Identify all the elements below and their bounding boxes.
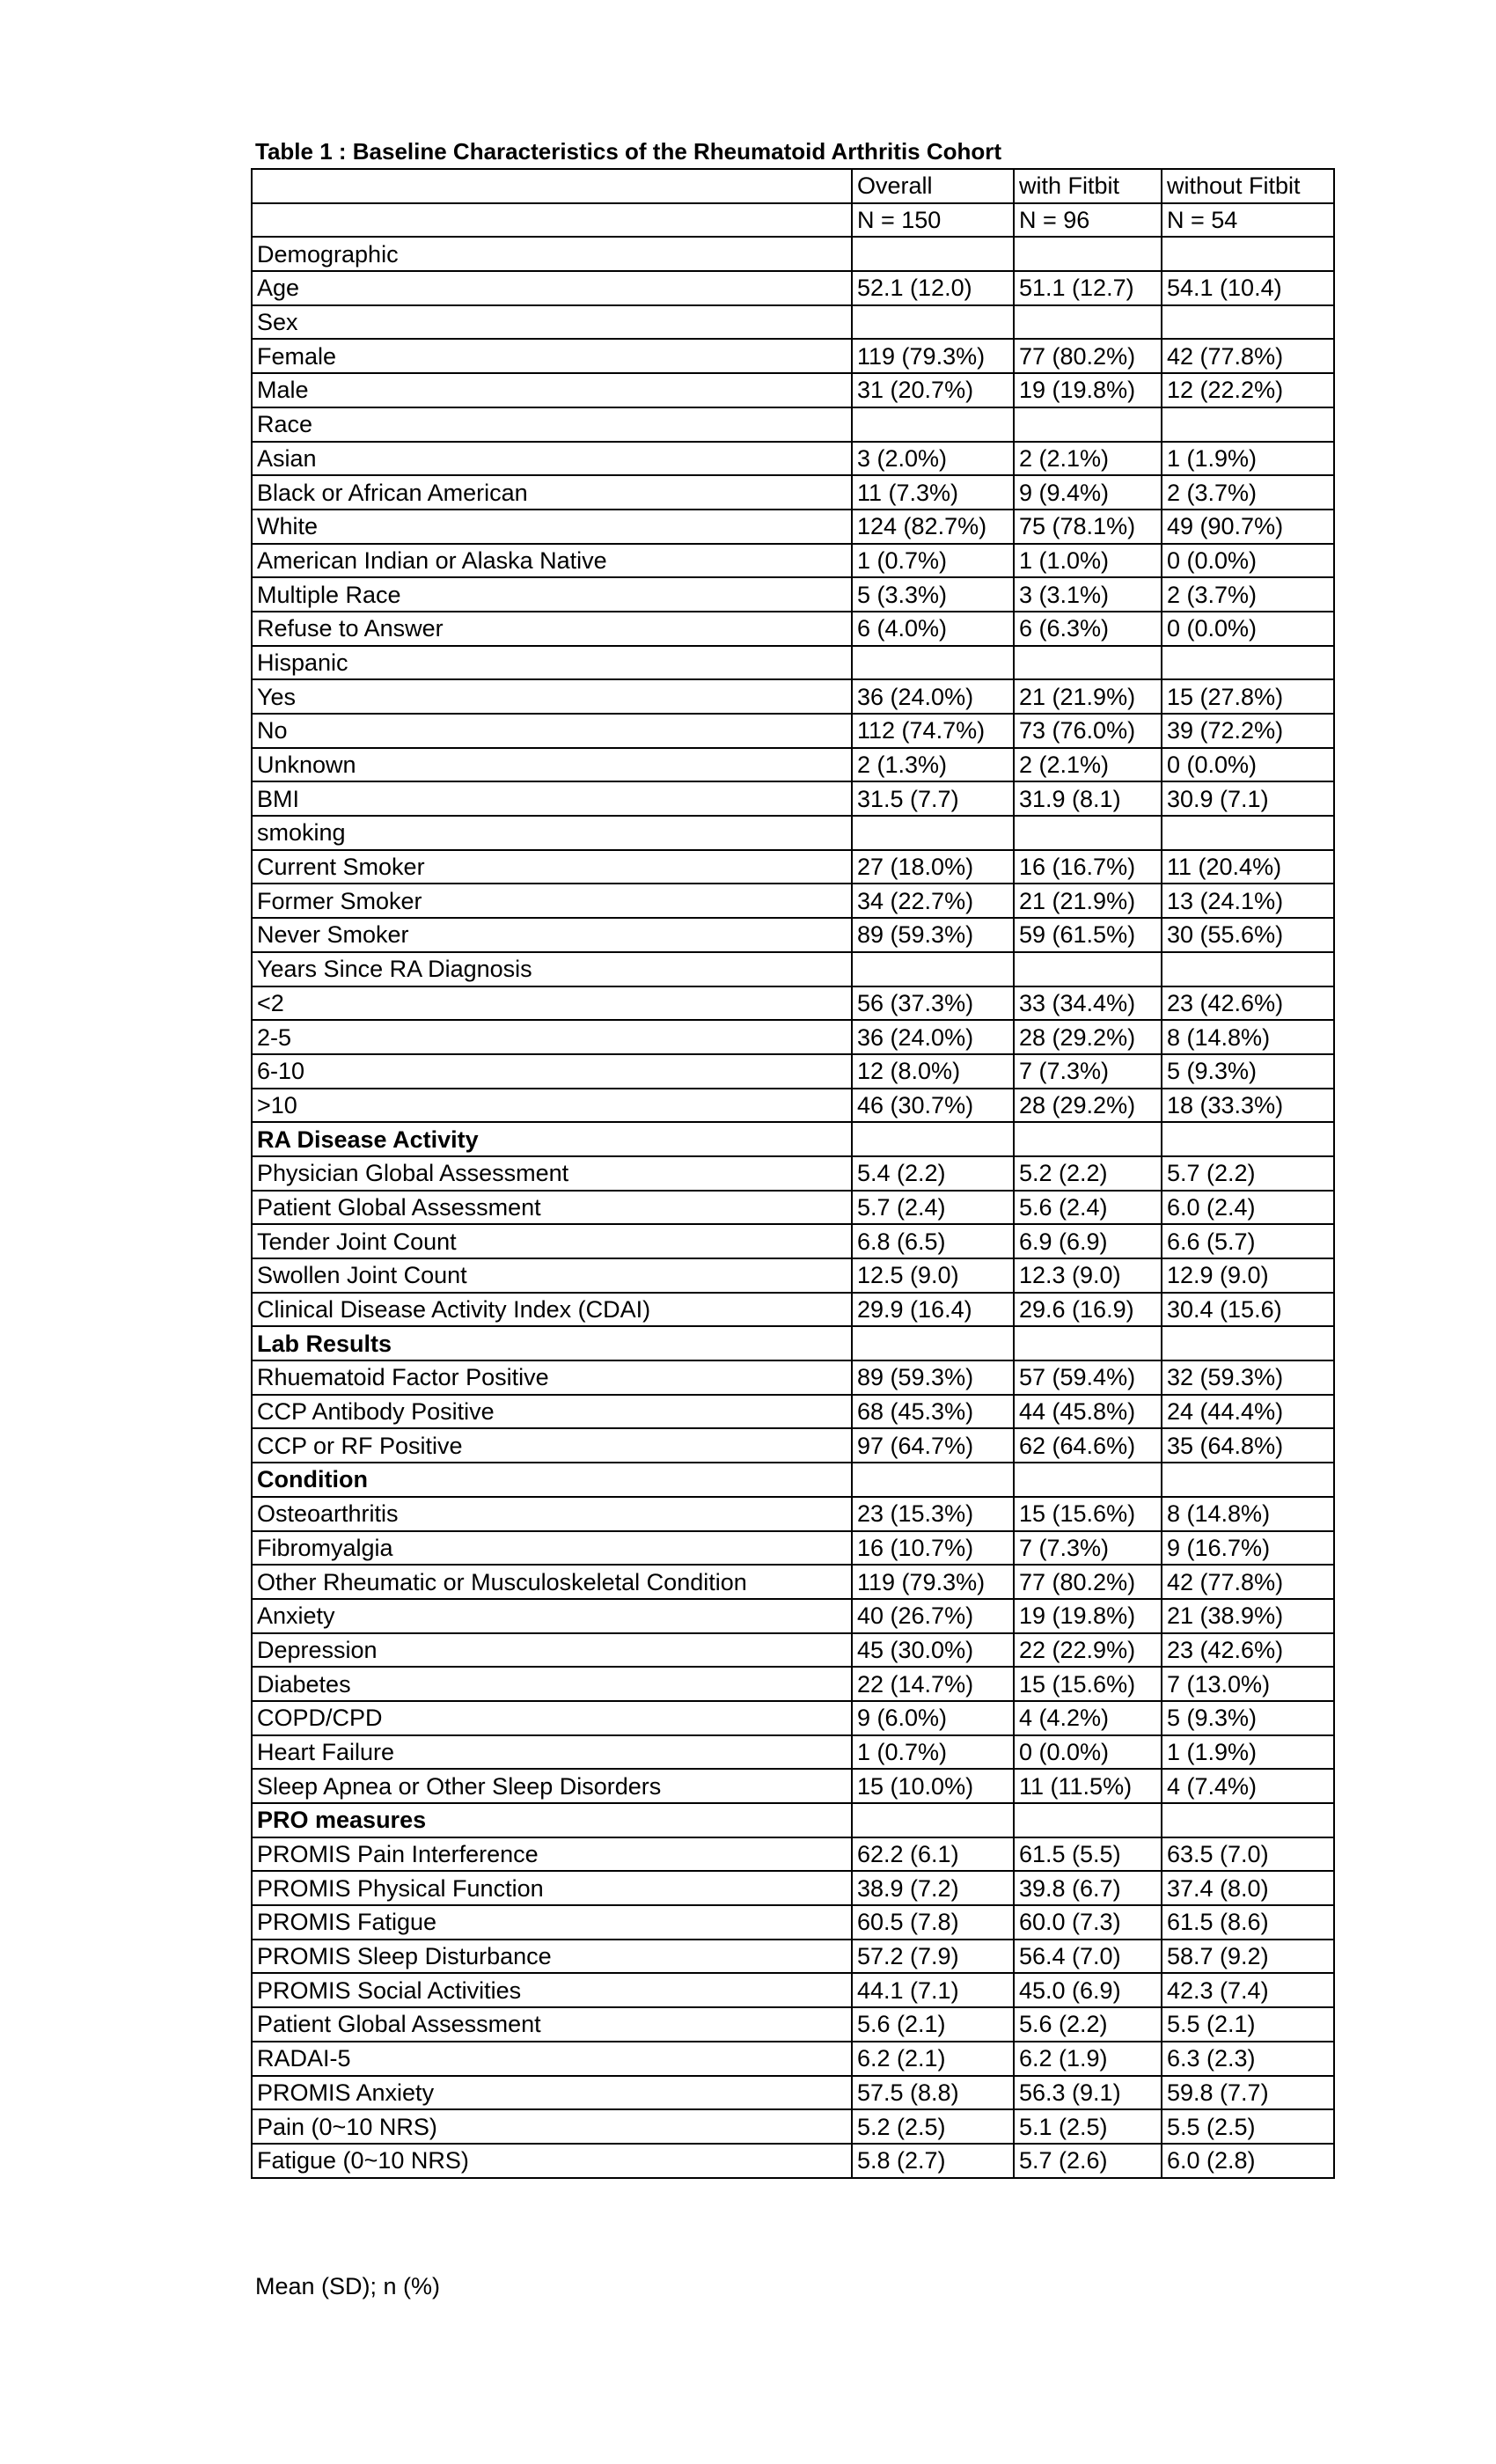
value-cell: 3 (2.0%) [852,442,1014,476]
value-cell [1014,952,1162,986]
table-row [252,850,1334,884]
table-row [252,1428,1334,1463]
row-label: 2-5 [252,1020,852,1054]
row-label: Race [252,407,852,442]
value-cell: 12.5 (9.0) [852,1258,1014,1293]
value-cell: 5 (3.3%) [852,577,1014,612]
table-row [252,271,1334,305]
row-label: Age [252,271,852,305]
value-cell [1162,305,1334,340]
value-cell: 57 (59.4%) [1014,1360,1162,1395]
value-cell: 6.8 (6.5) [852,1224,1014,1258]
value-cell: 4 (4.2%) [1014,1701,1162,1735]
value-cell: 16 (10.7%) [852,1531,1014,1566]
value-cell: 6.0 (2.4) [1162,1191,1334,1225]
value-cell: 5.2 (2.2) [1014,1156,1162,1191]
value-cell: 2 (3.7%) [1162,577,1334,612]
value-cell [1014,1803,1162,1837]
value-cell: 16 (16.7%) [1014,850,1162,884]
row-label: Yes [252,679,852,714]
value-cell: 37.4 (8.0) [1162,1871,1334,1905]
value-cell: 5.6 (2.1) [852,2007,1014,2042]
table-row [252,646,1334,680]
table-row [252,544,1334,578]
value-cell: 36 (24.0%) [852,679,1014,714]
value-cell [852,952,1014,986]
value-cell: 18 (33.3%) [1162,1089,1334,1123]
value-cell: 12.3 (9.0) [1014,1258,1162,1293]
row-label: Patient Global Assessment [252,2007,852,2042]
row-label: 6-10 [252,1054,852,1089]
value-cell: 60.5 (7.8) [852,1905,1014,1940]
value-cell: 29.9 (16.4) [852,1293,1014,1327]
value-cell: 31.9 (8.1) [1014,781,1162,816]
value-cell: 35 (64.8%) [1162,1428,1334,1463]
row-label: Clinical Disease Activity Index (CDAI) [252,1293,852,1327]
table-row [252,1191,1334,1225]
value-cell: 5.4 (2.2) [852,1156,1014,1191]
value-cell: 33 (34.4%) [1014,986,1162,1021]
value-cell [1014,646,1162,680]
row-label: Diabetes [252,1667,852,1701]
table-row [252,952,1334,986]
section-header-row [252,1326,1334,1360]
value-cell: 77 (80.2%) [1014,339,1162,373]
table-row [252,373,1334,407]
value-cell: 12 (22.2%) [1162,373,1334,407]
row-label: No [252,714,852,748]
row-label: Physician Global Assessment [252,1156,852,1191]
value-cell [1162,1803,1334,1837]
column-header: with Fitbit [1014,169,1162,203]
value-cell [1162,952,1334,986]
value-cell [1014,1122,1162,1156]
table-row [252,1973,1334,2007]
value-cell: 36 (24.0%) [852,1020,1014,1054]
value-cell: 51.1 (12.7) [1014,271,1162,305]
value-cell: 0 (0.0%) [1162,748,1334,782]
row-label: Lab Results [252,1326,852,1360]
table-row [252,1871,1334,1905]
row-label: Depression [252,1633,852,1668]
row-label: Fibromyalgia [252,1531,852,1566]
table-row [252,781,1334,816]
value-cell: 97 (64.7%) [852,1428,1014,1463]
value-cell: 59 (61.5%) [1014,918,1162,952]
value-cell: 13 (24.1%) [1162,884,1334,918]
value-cell: 22 (22.9%) [1014,1633,1162,1668]
column-header: without Fitbit [1162,169,1334,203]
column-header: N = 150 [852,203,1014,238]
value-cell: 2 (1.3%) [852,748,1014,782]
value-cell [1014,407,1162,442]
value-cell: 42.3 (7.4) [1162,1973,1334,2007]
table-body [252,169,1334,2178]
row-label: Multiple Race [252,577,852,612]
value-cell: 11 (11.5%) [1014,1769,1162,1803]
value-cell: 45.0 (6.9) [1014,1973,1162,2007]
table-row [252,237,1334,271]
value-cell: 28 (29.2%) [1014,1020,1162,1054]
value-cell: 15 (15.6%) [1014,1497,1162,1531]
row-label: Sleep Apnea or Other Sleep Disorders [252,1769,852,1803]
value-cell: 19 (19.8%) [1014,373,1162,407]
table-row [252,2042,1334,2076]
value-cell: 5.5 (2.1) [1162,2007,1334,2042]
value-cell [852,646,1014,680]
value-cell: 8 (14.8%) [1162,1497,1334,1531]
value-cell [1014,816,1162,850]
row-label: Heart Failure [252,1735,852,1770]
value-cell [1162,1122,1334,1156]
value-cell [1014,305,1162,340]
value-cell: 21 (38.9%) [1162,1599,1334,1633]
row-label: PROMIS Sleep Disturbance [252,1940,852,1974]
value-cell [852,816,1014,850]
value-cell: 39 (72.2%) [1162,714,1334,748]
value-cell: 9 (6.0%) [852,1701,1014,1735]
value-cell [852,237,1014,271]
value-cell: 23 (15.3%) [852,1497,1014,1531]
table-row [252,339,1334,373]
value-cell: 56 (37.3%) [852,986,1014,1021]
table-row [252,1293,1334,1327]
value-cell: 77 (80.2%) [1014,1565,1162,1599]
value-cell: 62 (64.6%) [1014,1428,1162,1463]
baseline-characteristics-table [251,168,1335,2179]
value-cell: 9 (16.7%) [1162,1531,1334,1566]
value-cell: 15 (15.6%) [1014,1667,1162,1701]
value-cell [1162,646,1334,680]
header-label-cell [252,169,852,203]
value-cell: 28 (29.2%) [1014,1089,1162,1123]
row-label: PROMIS Physical Function [252,1871,852,1905]
table-row [252,1633,1334,1668]
value-cell: 5.6 (2.2) [1014,2007,1162,2042]
table-row [252,1599,1334,1633]
value-cell [1162,1463,1334,1497]
row-label: PROMIS Social Activities [252,1973,852,2007]
value-cell [1162,1326,1334,1360]
table-row [252,2144,1334,2178]
table-row [252,986,1334,1021]
value-cell: 57.5 (8.8) [852,2076,1014,2110]
value-cell: 15 (10.0%) [852,1769,1014,1803]
row-label: Pain (0~10 NRS) [252,2109,852,2144]
value-cell: 19 (19.8%) [1014,1599,1162,1633]
value-cell: 0 (0.0%) [1162,544,1334,578]
value-cell: 5.5 (2.5) [1162,2109,1334,2144]
value-cell: 22 (14.7%) [852,1667,1014,1701]
column-header: N = 96 [1014,203,1162,238]
value-cell: 12.9 (9.0) [1162,1258,1334,1293]
table-row [252,407,1334,442]
value-cell: 23 (42.6%) [1162,1633,1334,1668]
value-cell [1014,1326,1162,1360]
value-cell: 1 (0.7%) [852,544,1014,578]
value-cell: 6.9 (6.9) [1014,1224,1162,1258]
table-row [252,1156,1334,1191]
table-row [252,1360,1334,1395]
column-header: Overall [852,169,1014,203]
table-row [252,1905,1334,1940]
table-row [252,679,1334,714]
table-row [252,1565,1334,1599]
value-cell: 124 (82.7%) [852,510,1014,544]
value-cell [852,1122,1014,1156]
row-label: <2 [252,986,852,1021]
table-row [252,2007,1334,2042]
value-cell: 38.9 (7.2) [852,1871,1014,1905]
table-row [252,1395,1334,1429]
value-cell: 73 (76.0%) [1014,714,1162,748]
value-cell: 119 (79.3%) [852,1565,1014,1599]
value-cell: 56.4 (7.0) [1014,1940,1162,1974]
row-label: smoking [252,816,852,850]
value-cell: 8 (14.8%) [1162,1020,1334,1054]
value-cell: 5 (9.3%) [1162,1701,1334,1735]
value-cell: 68 (45.3%) [852,1395,1014,1429]
table-row [252,442,1334,476]
value-cell: 7 (7.3%) [1014,1054,1162,1089]
value-cell: 45 (30.0%) [852,1633,1014,1668]
value-cell: 89 (59.3%) [852,918,1014,952]
row-label: Osteoarthritis [252,1497,852,1531]
row-label: Sex [252,305,852,340]
row-label: Male [252,373,852,407]
row-label: >10 [252,1089,852,1123]
value-cell: 15 (27.8%) [1162,679,1334,714]
value-cell: 2 (3.7%) [1162,475,1334,510]
row-label: Unknown [252,748,852,782]
row-label: Fatigue (0~10 NRS) [252,2144,852,2178]
table-row [252,816,1334,850]
table-row [252,1667,1334,1701]
value-cell: 29.6 (16.9) [1014,1293,1162,1327]
value-cell: 21 (21.9%) [1014,679,1162,714]
row-label: COPD/CPD [252,1701,852,1735]
value-cell: 63.5 (7.0) [1162,1837,1334,1872]
table-row [252,1837,1334,1872]
value-cell: 5.6 (2.4) [1014,1191,1162,1225]
table-row [252,884,1334,918]
value-cell: 30.4 (15.6) [1162,1293,1334,1327]
value-cell: 5.7 (2.6) [1014,2144,1162,2178]
value-cell: 7 (13.0%) [1162,1667,1334,1701]
table-row [252,1531,1334,1566]
row-label: Asian [252,442,852,476]
row-label: Demographic [252,237,852,271]
header-row [252,203,1334,238]
value-cell [852,407,1014,442]
value-cell [1014,1463,1162,1497]
table-row [252,1020,1334,1054]
value-cell: 6.6 (5.7) [1162,1224,1334,1258]
value-cell: 4 (7.4%) [1162,1769,1334,1803]
value-cell: 5.2 (2.5) [852,2109,1014,2144]
value-cell: 1 (1.9%) [1162,442,1334,476]
value-cell: 6.2 (1.9) [1014,2042,1162,2076]
table-row [252,2076,1334,2110]
value-cell: 5.7 (2.2) [1162,1156,1334,1191]
table-row [252,714,1334,748]
table-row [252,1497,1334,1531]
row-label: Patient Global Assessment [252,1191,852,1225]
value-cell: 60.0 (7.3) [1014,1905,1162,1940]
row-label: CCP Antibody Positive [252,1395,852,1429]
value-cell: 12 (8.0%) [852,1054,1014,1089]
value-cell: 5.1 (2.5) [1014,2109,1162,2144]
section-header-row [252,1122,1334,1156]
table-row [252,1054,1334,1089]
table-row [252,1224,1334,1258]
value-cell: 2 (2.1%) [1014,442,1162,476]
value-cell: 27 (18.0%) [852,850,1014,884]
value-cell: 56.3 (9.1) [1014,2076,1162,2110]
row-label: Swollen Joint Count [252,1258,852,1293]
value-cell: 21 (21.9%) [1014,884,1162,918]
value-cell: 0 (0.0%) [1014,1735,1162,1770]
row-label: Female [252,339,852,373]
value-cell: 52.1 (12.0) [852,271,1014,305]
value-cell: 5 (9.3%) [1162,1054,1334,1089]
value-cell: 11 (20.4%) [1162,850,1334,884]
table-row [252,748,1334,782]
value-cell [852,1463,1014,1497]
value-cell: 24 (44.4%) [1162,1395,1334,1429]
value-cell [852,305,1014,340]
table-row [252,612,1334,646]
row-label: Other Rheumatic or Musculoskeletal Condition [252,1565,852,1599]
value-cell: 112 (74.7%) [852,714,1014,748]
value-cell: 7 (7.3%) [1014,1531,1162,1566]
value-cell: 5.7 (2.4) [852,1191,1014,1225]
value-cell: 5.8 (2.7) [852,2144,1014,2178]
value-cell: 75 (78.1%) [1014,510,1162,544]
value-cell: 62.2 (6.1) [852,1837,1014,1872]
table-row [252,1940,1334,1974]
value-cell: 32 (59.3%) [1162,1360,1334,1395]
table-row [252,510,1334,544]
row-label: RADAI-5 [252,2042,852,2076]
value-cell: 0 (0.0%) [1162,612,1334,646]
row-label: PROMIS Pain Interference [252,1837,852,1872]
value-cell: 6.0 (2.8) [1162,2144,1334,2178]
value-cell: 9 (9.4%) [1014,475,1162,510]
value-cell: 119 (79.3%) [852,339,1014,373]
table-row [252,1769,1334,1803]
row-label: Former Smoker [252,884,852,918]
value-cell [852,1326,1014,1360]
value-cell: 39.8 (6.7) [1014,1871,1162,1905]
value-cell: 61.5 (5.5) [1014,1837,1162,1872]
value-cell: 44.1 (7.1) [852,1973,1014,2007]
row-label: Current Smoker [252,850,852,884]
section-header-row [252,1463,1334,1497]
value-cell: 1 (1.9%) [1162,1735,1334,1770]
value-cell: 3 (3.1%) [1014,577,1162,612]
value-cell: 44 (45.8%) [1014,1395,1162,1429]
table-row [252,577,1334,612]
row-label: PROMIS Anxiety [252,2076,852,2110]
row-label: CCP or RF Positive [252,1428,852,1463]
table-footnote: Mean (SD); n (%) [255,2273,441,2299]
row-label: PROMIS Fatigue [252,1905,852,1940]
value-cell: 31.5 (7.7) [852,781,1014,816]
value-cell: 54.1 (10.4) [1162,271,1334,305]
value-cell: 49 (90.7%) [1162,510,1334,544]
table-row [252,918,1334,952]
value-cell: 42 (77.8%) [1162,1565,1334,1599]
value-cell: 6.2 (2.1) [852,2042,1014,2076]
value-cell [1162,237,1334,271]
value-cell: 6 (6.3%) [1014,612,1162,646]
value-cell: 31 (20.7%) [852,373,1014,407]
table-row [252,475,1334,510]
value-cell: 30.9 (7.1) [1162,781,1334,816]
value-cell [1162,816,1334,850]
row-label: Black or African American [252,475,852,510]
value-cell: 59.8 (7.7) [1162,2076,1334,2110]
value-cell: 30 (55.6%) [1162,918,1334,952]
value-cell: 1 (1.0%) [1014,544,1162,578]
value-cell: 57.2 (7.9) [852,1940,1014,1974]
value-cell: 89 (59.3%) [852,1360,1014,1395]
value-cell [1014,237,1162,271]
row-label: Condition [252,1463,852,1497]
value-cell: 61.5 (8.6) [1162,1905,1334,1940]
value-cell: 23 (42.6%) [1162,986,1334,1021]
table-title: Table 1 : Baseline Characteristics of the Rheumatoid Arthritis Cohort [255,138,1002,165]
row-label: RA Disease Activity [252,1122,852,1156]
header-label-cell [252,203,852,238]
value-cell: 46 (30.7%) [852,1089,1014,1123]
row-label: PRO measures [252,1803,852,1837]
table-row [252,305,1334,340]
row-label: Rhuematoid Factor Positive [252,1360,852,1395]
value-cell: 1 (0.7%) [852,1735,1014,1770]
row-label: Anxiety [252,1599,852,1633]
value-cell: 58.7 (9.2) [1162,1940,1334,1974]
row-label: Hispanic [252,646,852,680]
value-cell: 42 (77.8%) [1162,339,1334,373]
value-cell: 34 (22.7%) [852,884,1014,918]
row-label: BMI [252,781,852,816]
row-label: Refuse to Answer [252,612,852,646]
value-cell: 40 (26.7%) [852,1599,1014,1633]
value-cell: 6.3 (2.3) [1162,2042,1334,2076]
value-cell: 6 (4.0%) [852,612,1014,646]
value-cell [852,1803,1014,1837]
row-label: Years Since RA Diagnosis [252,952,852,986]
table-row [252,1701,1334,1735]
value-cell [1162,407,1334,442]
table-row [252,2109,1334,2144]
header-row [252,169,1334,203]
row-label: Tender Joint Count [252,1224,852,1258]
table-row [252,1258,1334,1293]
value-cell: 11 (7.3%) [852,475,1014,510]
value-cell: 2 (2.1%) [1014,748,1162,782]
row-label: Never Smoker [252,918,852,952]
table-row [252,1089,1334,1123]
row-label: American Indian or Alaska Native [252,544,852,578]
table-row [252,1735,1334,1770]
section-header-row [252,1803,1334,1837]
row-label: White [252,510,852,544]
column-header: N = 54 [1162,203,1334,238]
